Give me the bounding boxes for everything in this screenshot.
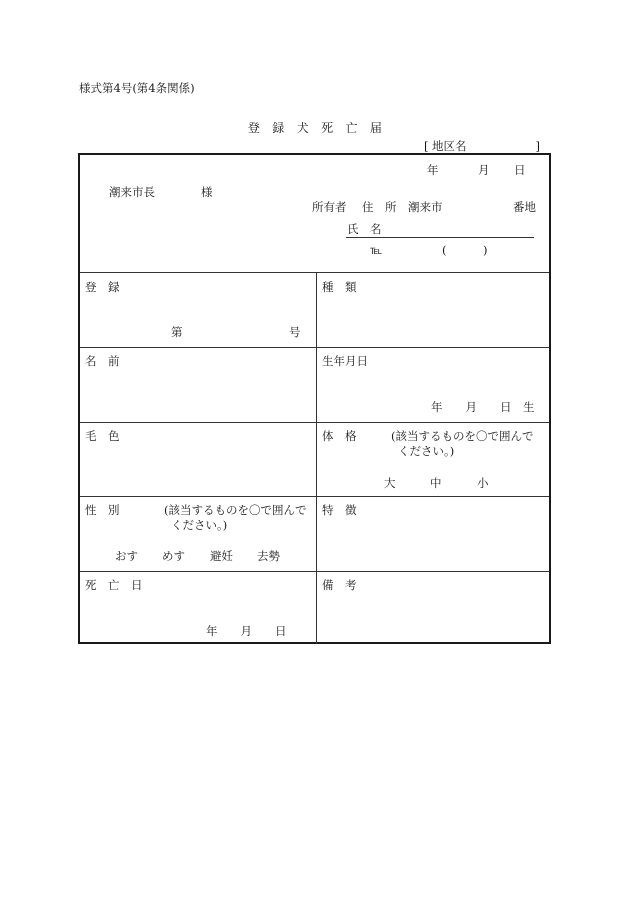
owner-name-underline bbox=[346, 237, 534, 238]
sex-label: 性 別 bbox=[85, 503, 120, 517]
submit-month-label: 月 bbox=[478, 163, 490, 177]
registration-number-prefix: 第 bbox=[171, 325, 183, 339]
address-suffix: 番地 bbox=[513, 200, 536, 214]
row-divider bbox=[80, 496, 549, 497]
document-title: 登 録 犬 死 亡 届 bbox=[247, 121, 383, 135]
district-label: 地区名 bbox=[432, 139, 467, 153]
district-bracket-close: ] bbox=[535, 139, 540, 153]
size-instruction-line1: (該当するものを〇で囲んで bbox=[391, 429, 534, 443]
submit-year-label: 年 bbox=[427, 163, 439, 177]
sex-instruction-line2: ください。) bbox=[171, 518, 228, 532]
address-city: 潮来市 bbox=[408, 200, 443, 214]
size-instruction-line2: ください。) bbox=[398, 444, 455, 458]
features-label: 特 徴 bbox=[322, 503, 357, 517]
row-divider bbox=[80, 422, 549, 423]
row-divider bbox=[80, 571, 549, 572]
sex-option-male: おす bbox=[115, 549, 138, 563]
breed-label: 種 類 bbox=[322, 280, 357, 294]
address-label: 住 所 bbox=[362, 200, 397, 214]
addressee: 潮来市長 様 bbox=[109, 185, 213, 199]
size-label: 体 格 bbox=[322, 429, 357, 443]
owner-name-label: 氏 名 bbox=[347, 222, 382, 236]
tel-paren-close: ) bbox=[483, 243, 488, 257]
row-divider bbox=[80, 272, 549, 273]
registration-form-table bbox=[78, 153, 551, 644]
death-date-label: 死 亡 日 bbox=[85, 578, 143, 592]
submit-day-label: 日 bbox=[514, 163, 526, 177]
row-divider bbox=[80, 347, 549, 348]
column-divider bbox=[316, 272, 317, 644]
death-date-units: 年 月 日 bbox=[206, 624, 287, 638]
size-option-medium: 中 bbox=[430, 476, 442, 490]
birthdate-units: 年 月 日 生 bbox=[431, 400, 535, 414]
district-bracket-open: [ bbox=[424, 139, 429, 153]
sex-option-female: めす bbox=[162, 549, 185, 563]
tel-paren-open: ( bbox=[442, 243, 447, 257]
owner-label: 所有者 bbox=[312, 200, 347, 214]
sex-option-spayed: 避妊 bbox=[210, 549, 233, 563]
registration-number-suffix: 号 bbox=[289, 325, 301, 339]
size-option-small: 小 bbox=[477, 476, 489, 490]
coat-color-label: 毛 色 bbox=[85, 429, 120, 443]
dog-name-label: 名 前 bbox=[85, 354, 120, 368]
form-number: 様式第4号(第4条関係) bbox=[79, 81, 195, 95]
remarks-label: 備 考 bbox=[322, 578, 357, 592]
tel-label: ℡ bbox=[370, 243, 383, 257]
size-option-large: 大 bbox=[384, 476, 396, 490]
birthdate-label: 生年月日 bbox=[322, 354, 368, 368]
registration-label: 登 録 bbox=[85, 280, 120, 294]
sex-option-neutered: 去勢 bbox=[257, 549, 280, 563]
sex-instruction-line1: (該当するものを〇で囲んで bbox=[164, 503, 307, 517]
